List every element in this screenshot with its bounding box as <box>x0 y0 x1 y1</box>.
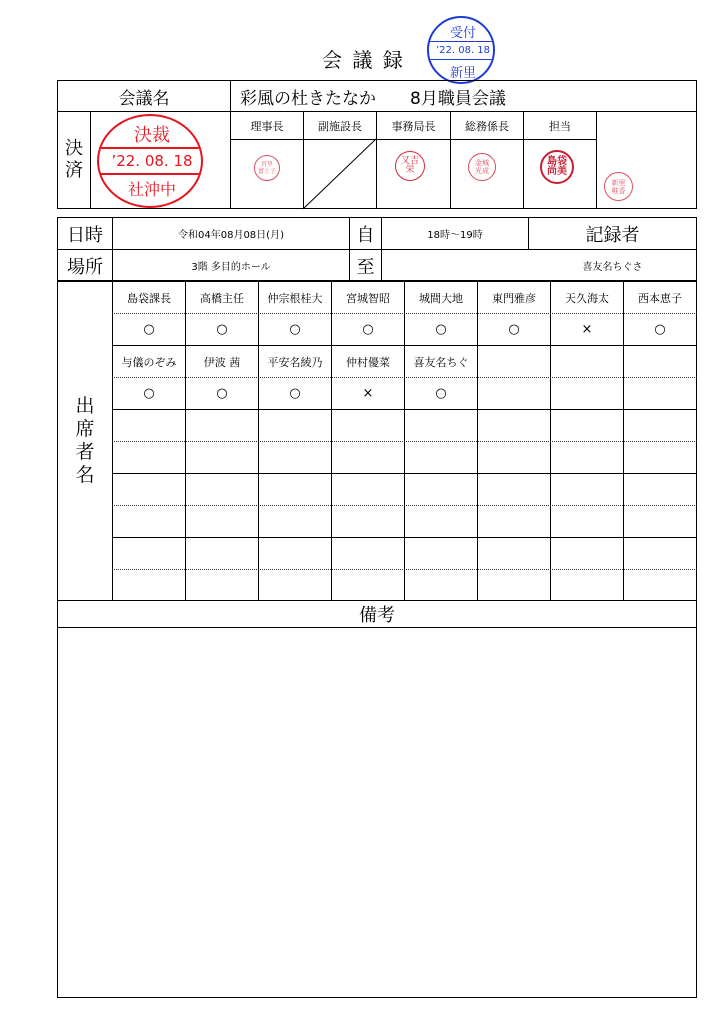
time-value: 18時～19時 <box>427 230 483 241</box>
datetime-label: 日時 <box>67 224 103 246</box>
receipt-stamp-date: ’22. 08. 18 <box>435 45 491 56</box>
role-person-in-charge: 担当 <box>549 119 571 133</box>
attendee-name: 伊波 茜 <box>203 355 241 369</box>
receipt-stamp-label: 受付 <box>449 25 476 41</box>
attendance-mark: ○ <box>289 386 301 401</box>
attendance-mark: ○ <box>362 322 374 337</box>
vacant-cell-strike <box>303 139 376 209</box>
attendee-name: 東門雅彦 <box>492 291 536 305</box>
remarks-body <box>57 627 697 998</box>
decision-stamp-label: 決裁 <box>134 124 170 146</box>
attendance-mark: ○ <box>435 322 447 337</box>
meeting-name-label: 会議名 <box>118 88 170 109</box>
datetime-value: 令和04年08月08日(月) <box>178 230 284 241</box>
attendee-name: 高橋主任 <box>200 291 244 305</box>
from-label: 自 <box>356 224 375 246</box>
attendance-mark: × <box>362 386 374 401</box>
attendance-mark: ○ <box>143 322 155 337</box>
seal-office-manager: 又吉 栄 <box>395 151 425 181</box>
seal-extra: 新里 唯香 <box>604 172 633 201</box>
attendance-mark: ○ <box>289 322 301 337</box>
role-vice-director: 副施設長 <box>318 119 362 133</box>
role-chairman: 理事長 <box>250 119 284 133</box>
attendance-mark: ○ <box>216 386 228 401</box>
seal-chairman: 宮里 富士子 <box>254 155 280 181</box>
decision-stamp-name: 社沖中 <box>127 179 176 199</box>
recorder-value: 喜友名ちぐさ <box>582 262 643 273</box>
attendance-mark: ○ <box>216 322 228 337</box>
decision-stamp <box>97 114 203 208</box>
attendee-name: 天久海太 <box>565 291 609 305</box>
attendee-name: 仲宗根桂大 <box>267 291 323 305</box>
recorder-label: 記録者 <box>585 224 640 246</box>
to-label: 至 <box>356 256 375 278</box>
vacant-cell-strike-line <box>303 139 376 209</box>
attendance-mark: ○ <box>435 386 447 401</box>
attendance-mark: × <box>581 322 593 337</box>
page-title: 会 議 録 <box>322 48 405 72</box>
receipt-stamp-name: 新里 <box>449 65 476 81</box>
role-general-affairs-chief: 総務係長 <box>465 119 509 133</box>
seal-general-affairs-chief: 金城 光成 <box>468 153 496 181</box>
meeting-name-value: 彩風の杜きたなか 8月職員会議 <box>240 89 506 109</box>
attendance-mark: ○ <box>143 386 155 401</box>
approval-label: 決済 <box>65 138 83 181</box>
place-label: 場所 <box>67 256 103 278</box>
receipt-stamp <box>427 16 495 84</box>
attendee-name: 仲村優菜 <box>346 355 390 369</box>
role-office-manager: 事務局長 <box>391 119 436 133</box>
attendee-name: 宮城智昭 <box>346 291 390 305</box>
attendance-mark: ○ <box>508 322 520 337</box>
role-extra <box>597 112 696 139</box>
attendee-name: 島袋課長 <box>127 291 171 305</box>
attendee-name: 城間大地 <box>419 291 463 305</box>
attendee-name: 平安名綾乃 <box>267 355 323 369</box>
attendance-mark: ○ <box>654 322 666 337</box>
remarks-label: 備考 <box>359 605 395 626</box>
attendee-name: 西本恵子 <box>638 291 682 305</box>
seal-person-in-charge: 島袋 尚美 <box>540 150 574 184</box>
attendees-label: 出席者名 <box>75 395 95 486</box>
attendee-name: 与儀のぞみ <box>121 355 177 369</box>
decision-stamp-date: ’22. 08. 18 <box>111 152 193 170</box>
place-value: 3階 多目的ホール <box>191 262 271 273</box>
attendee-name: 喜友名ちぐ <box>413 355 469 369</box>
